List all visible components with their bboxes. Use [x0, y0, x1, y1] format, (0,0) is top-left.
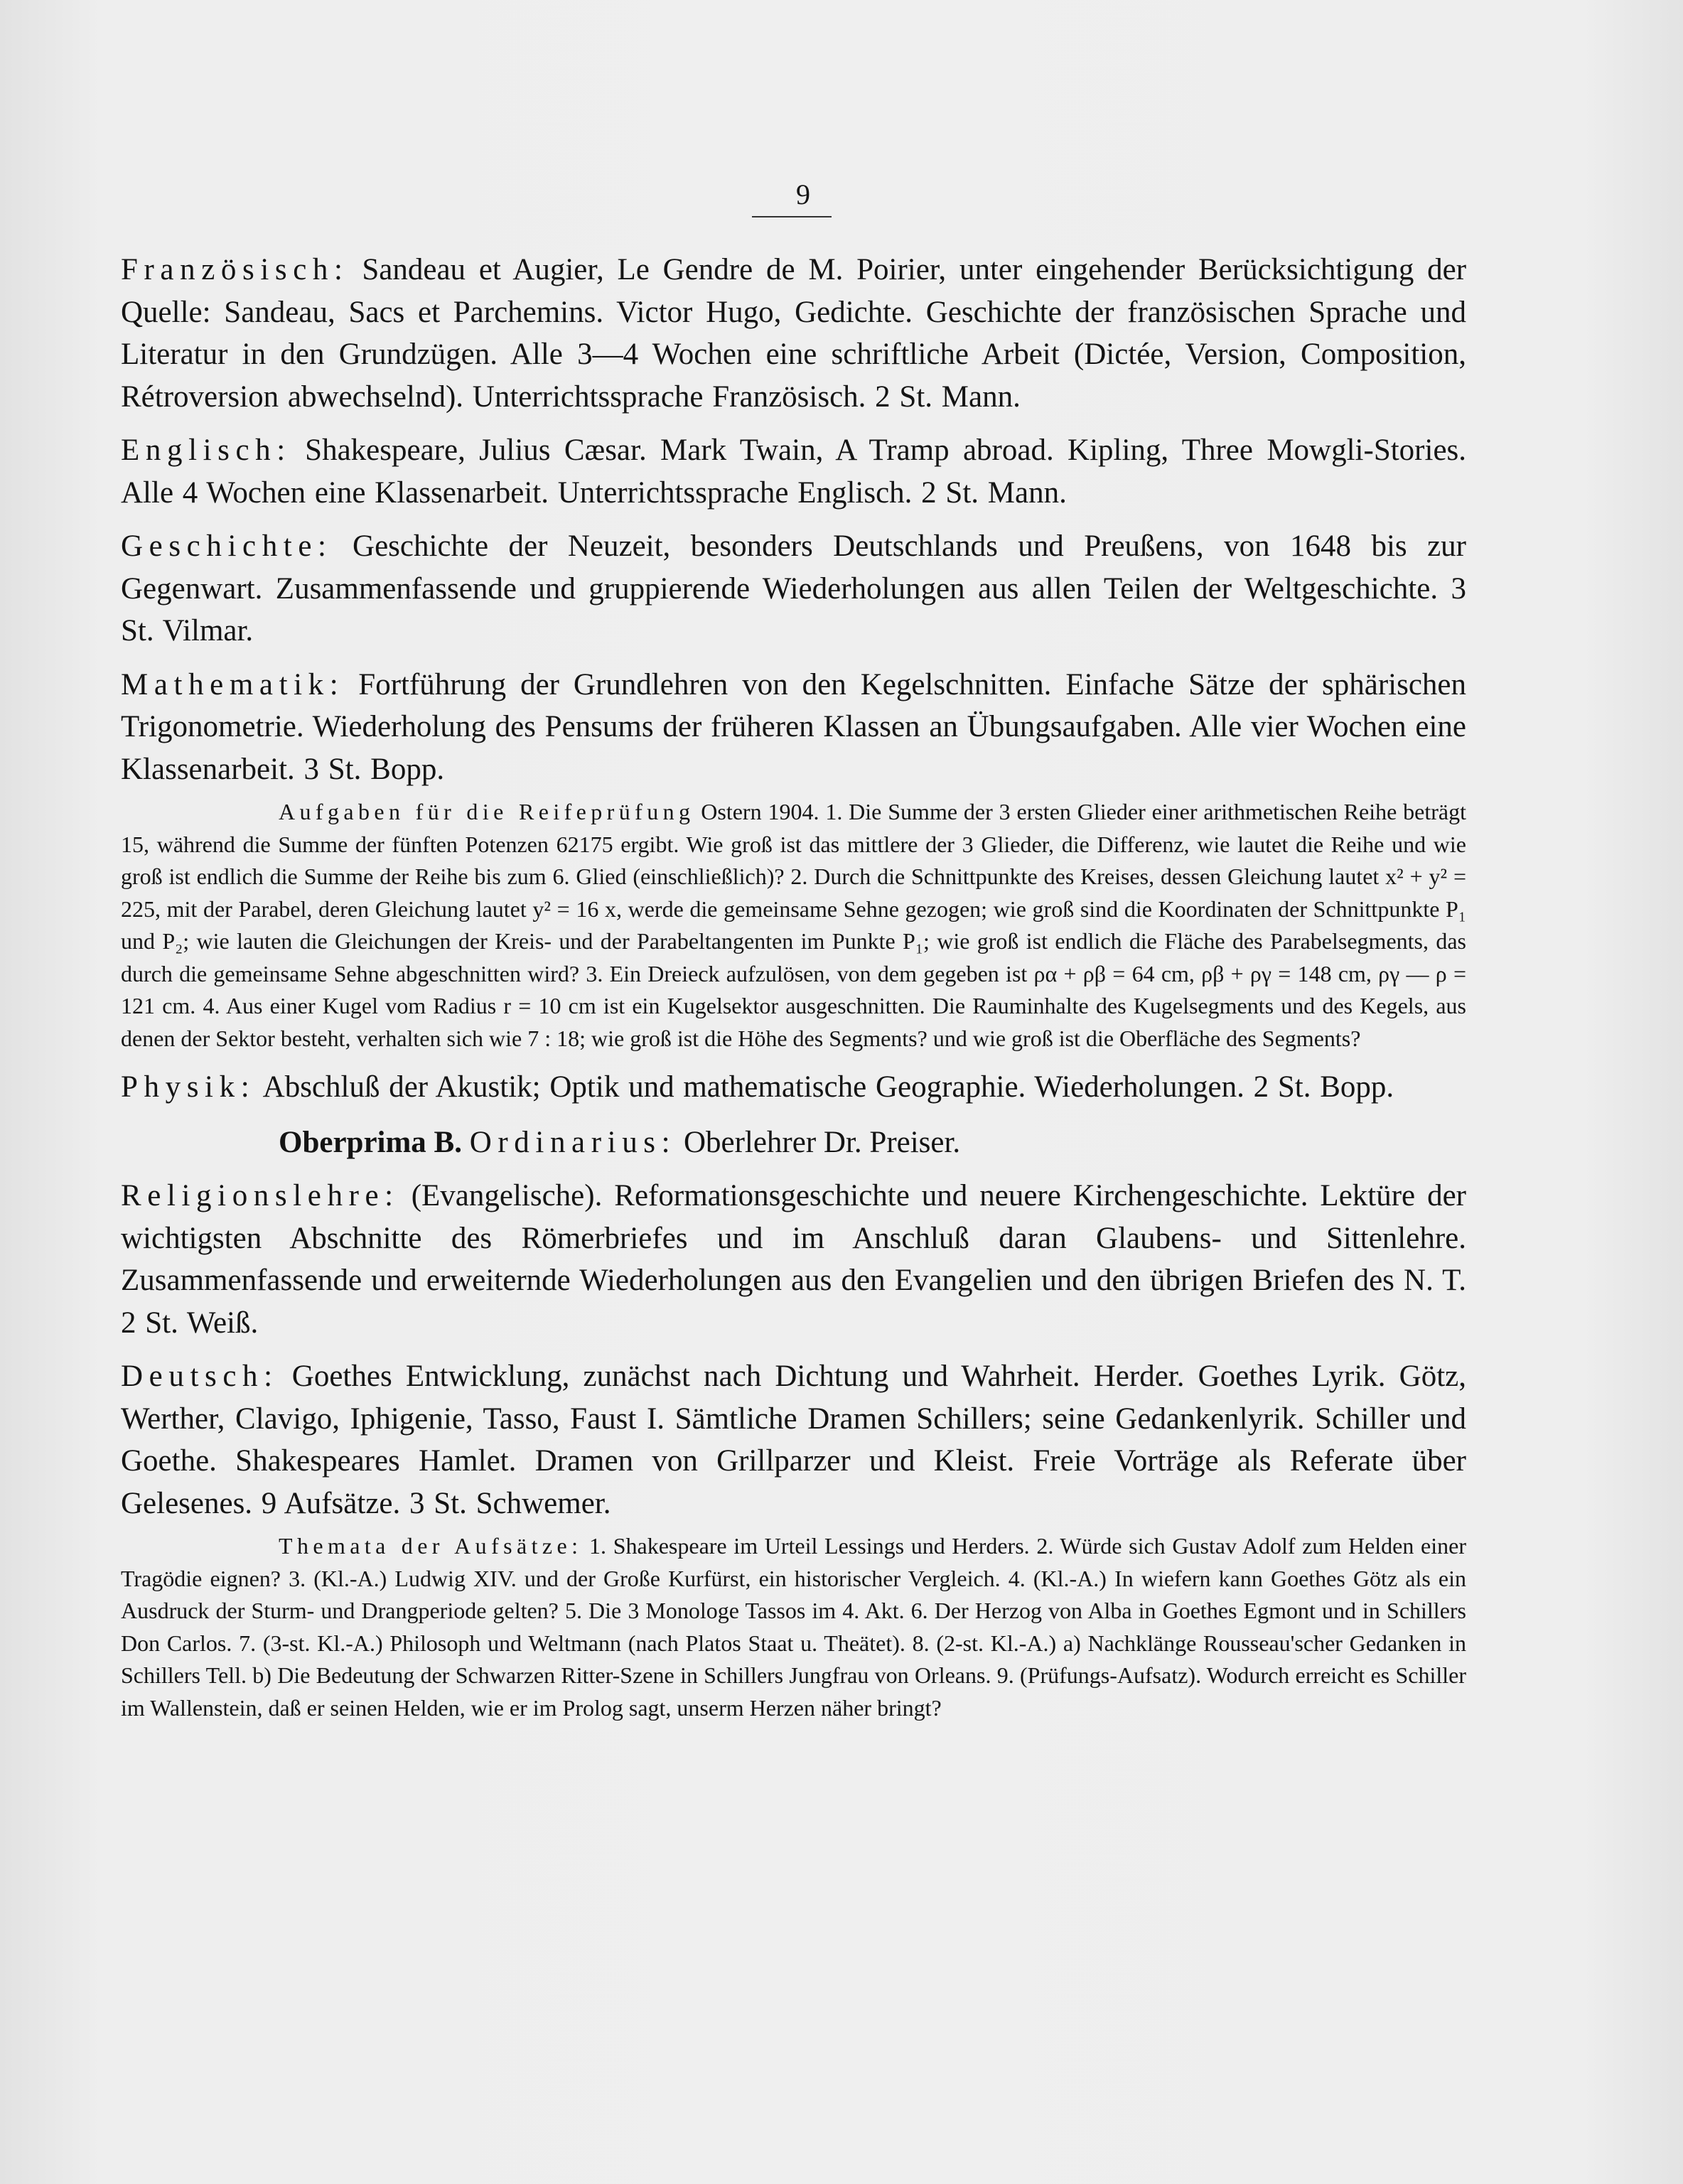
section-title: Französisch:: [121, 253, 349, 286]
section-title: Deutsch:: [121, 1360, 279, 1393]
section-mathematik: [121, 664, 1466, 791]
class-title: Oberprima B.: [279, 1125, 462, 1159]
note-themata-aufsaetze: [121, 1530, 1466, 1724]
note-reifepruefung-aufgaben: [121, 796, 1466, 1055]
note-text: 1. Shakespeare im Urteil Lessings und Herders. 2. Würde sich Gustav Adolf zum Helden einer Tragödie eignen? 3. (Kl.-A.) Ludwig XIV. und der Große Kurfürst, ein historischer Vergleich. 4. (Kl.-A.) In wiefern kann Goethes Götz als ein Ausdruck der Sturm- und Drangperiode gelten? 5. Die 3 Monologe Tassos im 4. Akt. 6. Der Herzog von Alba in Goethes Egmont und in Schillers Don Carlos. 7. (3-st. Kl.-A.) Philosoph und Weltmann (nach Platos Staat u. Theätet). 8. (2-st. Kl.-A.) a) Nachklänge Rousseau'scher Gedanken in Schillers Tell. b) Die Bedeutung der Schwarzen Ritter-Szene in Schillers Jungfrau von Orleans. 9. (Prüfungs-Aufsatz). Wodurch erreicht es Schiller im Wallenstein, daß er seinen Helden, wie er im Prolog sagt, unserm Herzen näher bringt?: [121, 1533, 1467, 1721]
class-subtitle: Ordinarius:: [469, 1125, 677, 1159]
note-title: Themata der Aufsätze:: [279, 1533, 583, 1559]
section-text: Fortführung der Grundlehren von den Kegelschnitten. Einfache Sätze der sphärischen Trigonometrie. Wiederholung des Pensums der früheren Klassen an Übungsaufgaben. Alle vier Wochen eine Klassenarbeit. 3 St. Bopp.: [121, 667, 1467, 786]
section-text: (Evangelische). Reformationsgeschichte und neuere Kirchengeschichte. Lektüre der wichtigsten Abschnitte des Römerbriefes und im Anschluß daran Glaubens- und Sittenlehre. Zusammenfassende und erweiternde Wiederholungen aus den Evangelien und den übrigen Briefen des N. T. 2 St. Weiß.: [121, 1179, 1466, 1340]
note-title: Aufgaben für die Reifeprüfung: [279, 799, 695, 824]
page-content: [121, 249, 1466, 1736]
section-text: Sandeau et Augier, Le Gendre de M. Poirier, unter eingehender Berücksichtigung der Quelle: Sandeau, Sacs et Parchemins. Victor Hugo, Gedichte. Geschichte der französischen Sprache und Literatur in den Grundzügen. Alle 3—4 Wochen eine schriftliche Arbeit (Dictée, Version, Composition, Rétroversion abwechselnd). Unterrichtssprache Französisch. 2 St. Mann.: [121, 253, 1467, 414]
section-physik: [121, 1066, 1466, 1109]
section-geschichte: [121, 525, 1466, 652]
section-deutsch: [121, 1355, 1466, 1524]
section-title: Physik:: [121, 1070, 256, 1104]
section-text: Geschichte der Neuzeit, besonders Deutschlands und Preußens, von 1648 bis zur Gegenwart. Zusammenfassende und gruppierende Wiederholungen aus allen Teilen der Weltgeschichte. 3 St. Vilmar.: [121, 529, 1467, 647]
section-text: Abschluß der Akustik; Optik und mathematische Geographie. Wiederholungen. 2 St. Bopp.: [262, 1070, 1394, 1104]
page-number: 9: [796, 178, 810, 210]
section-franzoesisch: [121, 249, 1466, 418]
section-text: Shakespeare, Julius Cæsar. Mark Twain, A Tramp abroad. Kipling, Three Mowgli-Stories. Alle 4 Wochen eine Klassenarbeit. Unterrichtssprache Englisch. 2 St. Mann.: [121, 434, 1467, 510]
section-title: Religionslehre:: [121, 1179, 399, 1212]
class-teacher: Oberlehrer Dr. Preiser.: [683, 1125, 961, 1159]
section-title: Geschichte:: [121, 529, 333, 563]
section-religionslehre: [121, 1175, 1466, 1344]
page-number-rule: [752, 216, 832, 217]
class-heading-oberprima-b: [121, 1121, 1466, 1164]
section-title: Englisch:: [121, 434, 291, 467]
note-text: Ostern 1904. 1. Die Summe der 3 ersten Glieder einer arithmetischen Reihe beträgt 15, während die Summe der fünften Potenzen 62175 ergibt. Wie groß ist das mittlere der 3 Glieder, die Differenz, wie lautet die Reihe und wie groß ist endlich die Summe der Reihe bis zum 6. Glied (einschließlich)? 2. Durch die Schnittpunkte des Kreises, dessen Gleichung lautet x² + y² = 225, mit der Parabel, deren Gleichung lautet y² = 16 x, werde die gemeinsame Sehne gezogen; wie groß sind die Koordinaten der Schnittpunkte P₁ und P₂; wie lauten die Gleichungen der Kreis- und der Parabeltangenten im Punkte P₁; wie groß ist endlich die Fläche des Parabelsegments, das durch die gemeinsame Sehne abgeschnitten wird? 3. Ein Dreieck aufzulösen, von dem gegeben ist ρα + ρβ = 64 cm, ρβ + ργ = 148 cm, ργ — ρ = 121 cm. 4. Aus einer Kugel vom Radius r = 10 cm ist ein Kugelsektor ausgeschnitten. Die Rauminhalte des Kugelsegments und des Kegels, aus denen der Sektor besteht, verhalten sich wie 7 : 18; wie groß ist die Höhe des Segments? und wie groß ist die Oberfläche des Segments?: [121, 799, 1466, 1051]
section-englisch: [121, 429, 1466, 514]
section-text: Goethes Entwicklung, zunächst nach Dichtung und Wahrheit. Herder. Goethes Lyrik. Götz, Werther, Clavigo, Iphigenie, Tasso, Faust I. Sämtliche Dramen Schillers; seine Gedankenlyrik. Schiller und Goethe. Shakespeares Hamlet. Dramen von Grillparzer und Kleist. Freie Vorträge als Referate über Gelesenes. 9 Aufsätze. 3 St. Schwemer.: [121, 1360, 1467, 1520]
section-title: Mathematik:: [121, 667, 345, 701]
